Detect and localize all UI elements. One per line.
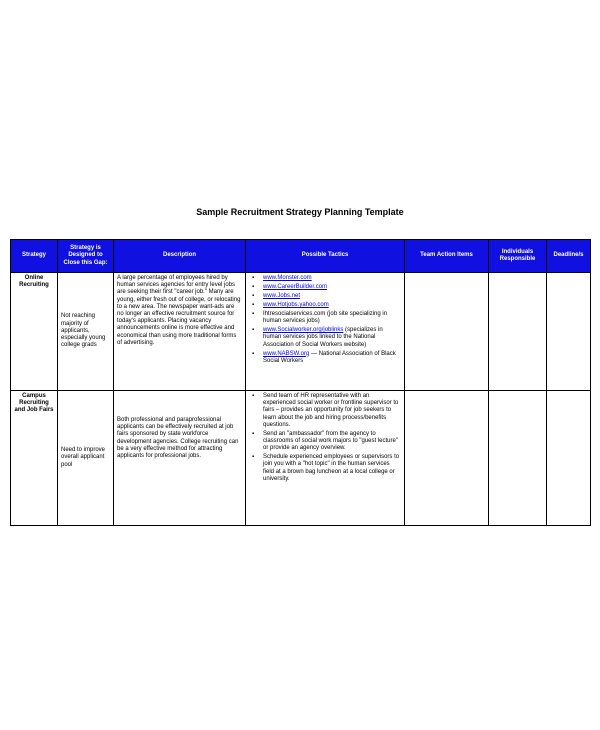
tactic-item	[249, 431, 401, 453]
tactics-list	[249, 393, 401, 483]
tactic-item	[249, 293, 401, 300]
header-deadlines: Deadline/s	[547, 240, 591, 273]
cell-deadlines	[547, 391, 591, 526]
bullet-icon: ▪	[252, 311, 255, 317]
tactic-item	[249, 311, 401, 325]
bullet-icon: ▪	[252, 302, 255, 308]
tactic-text: — National Association of Black Social Workers	[263, 350, 396, 364]
tactic-text: (specializes in human services jobs linked to the National Association of Social Workers website)	[263, 327, 383, 348]
cell-gap: Need to improve overall applicant pool	[58, 391, 114, 526]
careerbuilder-link[interactable]: www.CareerBuilder.com	[263, 284, 328, 290]
socialworker-link[interactable]: www.Socialworker.org/joblinks	[263, 327, 344, 334]
bullet-icon: ▪	[252, 293, 255, 299]
header-strategy: Strategy	[11, 240, 58, 273]
tactic-item	[249, 284, 401, 291]
header-gap: Strategy is Designed to Close this Gap:	[58, 240, 114, 273]
nabsw-link[interactable]: www.NABSW.org	[263, 350, 310, 357]
cell-strategy: Online Recruiting	[11, 273, 58, 391]
header-team-action-items: Team Action Items	[405, 240, 489, 273]
tactic-item	[249, 275, 401, 282]
cell-individuals-responsible	[489, 391, 547, 526]
tactic-item	[249, 393, 401, 429]
cell-deadlines	[547, 273, 591, 391]
bullet-icon: ▪	[252, 284, 255, 290]
table-row	[11, 391, 591, 526]
tactics-list	[249, 275, 401, 365]
tactic-item	[249, 454, 401, 483]
cell-strategy: Campus Recruiting and Job Fairs	[11, 391, 58, 526]
header-possible-tactics: Possible Tactics	[246, 240, 405, 273]
document-title: Sample Recruitment Strategy Planning Template	[196, 207, 404, 217]
tactic-text: Send team of HR representative with an experienced social worker or frontline supervisor to fairs – provides an opportunity for job seekers to learn about the job and hiring process/benefits questions.	[263, 393, 399, 428]
bullet-icon: ▪	[252, 350, 255, 357]
cell-description: Both professional and paraprofessional applicants can be effectively recruited at job fairs sponsored by state workforce development agencies. College recruiting can be a very effective method for attracting applicants for professional jobs.	[114, 391, 246, 526]
tactic-item	[249, 302, 401, 309]
strategy-planning-table	[10, 239, 591, 526]
cell-description: A large percentage of employees hired by human services agencies for entry level jobs are seeking their first "career job." Many are young, either fresh out of college, or relocating to a new area. The newspaper want-ads are no longer an effective recruitment source for today's applicants. Placing vacancy announcements online is more effective and economical than using more traditional forms of advertising.	[114, 273, 246, 391]
hotjobs-link[interactable]: www.Hotjobs.yahoo.com	[263, 302, 329, 308]
table-header-row	[11, 240, 591, 273]
cell-individuals-responsible	[489, 273, 547, 391]
tactic-item	[249, 351, 401, 365]
monster-link[interactable]: www.Monster.com	[263, 275, 312, 281]
cell-team-action-items	[405, 273, 489, 391]
bullet-icon: ▪	[252, 275, 255, 281]
tactic-item	[249, 327, 401, 349]
cell-team-action-items	[405, 391, 489, 526]
table-row	[11, 273, 591, 391]
cell-gap: Not reaching majority of applicants, especially young college grads	[58, 273, 114, 391]
bullet-icon: ▪	[252, 430, 255, 437]
cell-tactics	[246, 391, 405, 526]
bullet-icon: ▪	[252, 393, 255, 399]
jobs-net-link[interactable]: www.Jobs.net	[263, 293, 301, 299]
tactic-text: Send an "ambassador" from the agency to classrooms of social work majors to "guest lecture" or provide an agency overview.	[263, 430, 398, 452]
tactic-text: Ihtresocialservices.com (job site specializing in human services jobs)	[263, 311, 388, 325]
header-individuals-responsible: Individuals Responsible	[489, 240, 547, 273]
tactic-text: Schedule experienced employees or supervisors to join you with a "hot topic" in the human services field at a brown bag luncheon at a local college or university.	[263, 454, 400, 482]
bullet-icon: ▪	[252, 327, 255, 334]
bullet-icon: ▪	[252, 454, 255, 461]
header-description: Description	[114, 240, 246, 273]
cell-tactics	[246, 273, 405, 391]
